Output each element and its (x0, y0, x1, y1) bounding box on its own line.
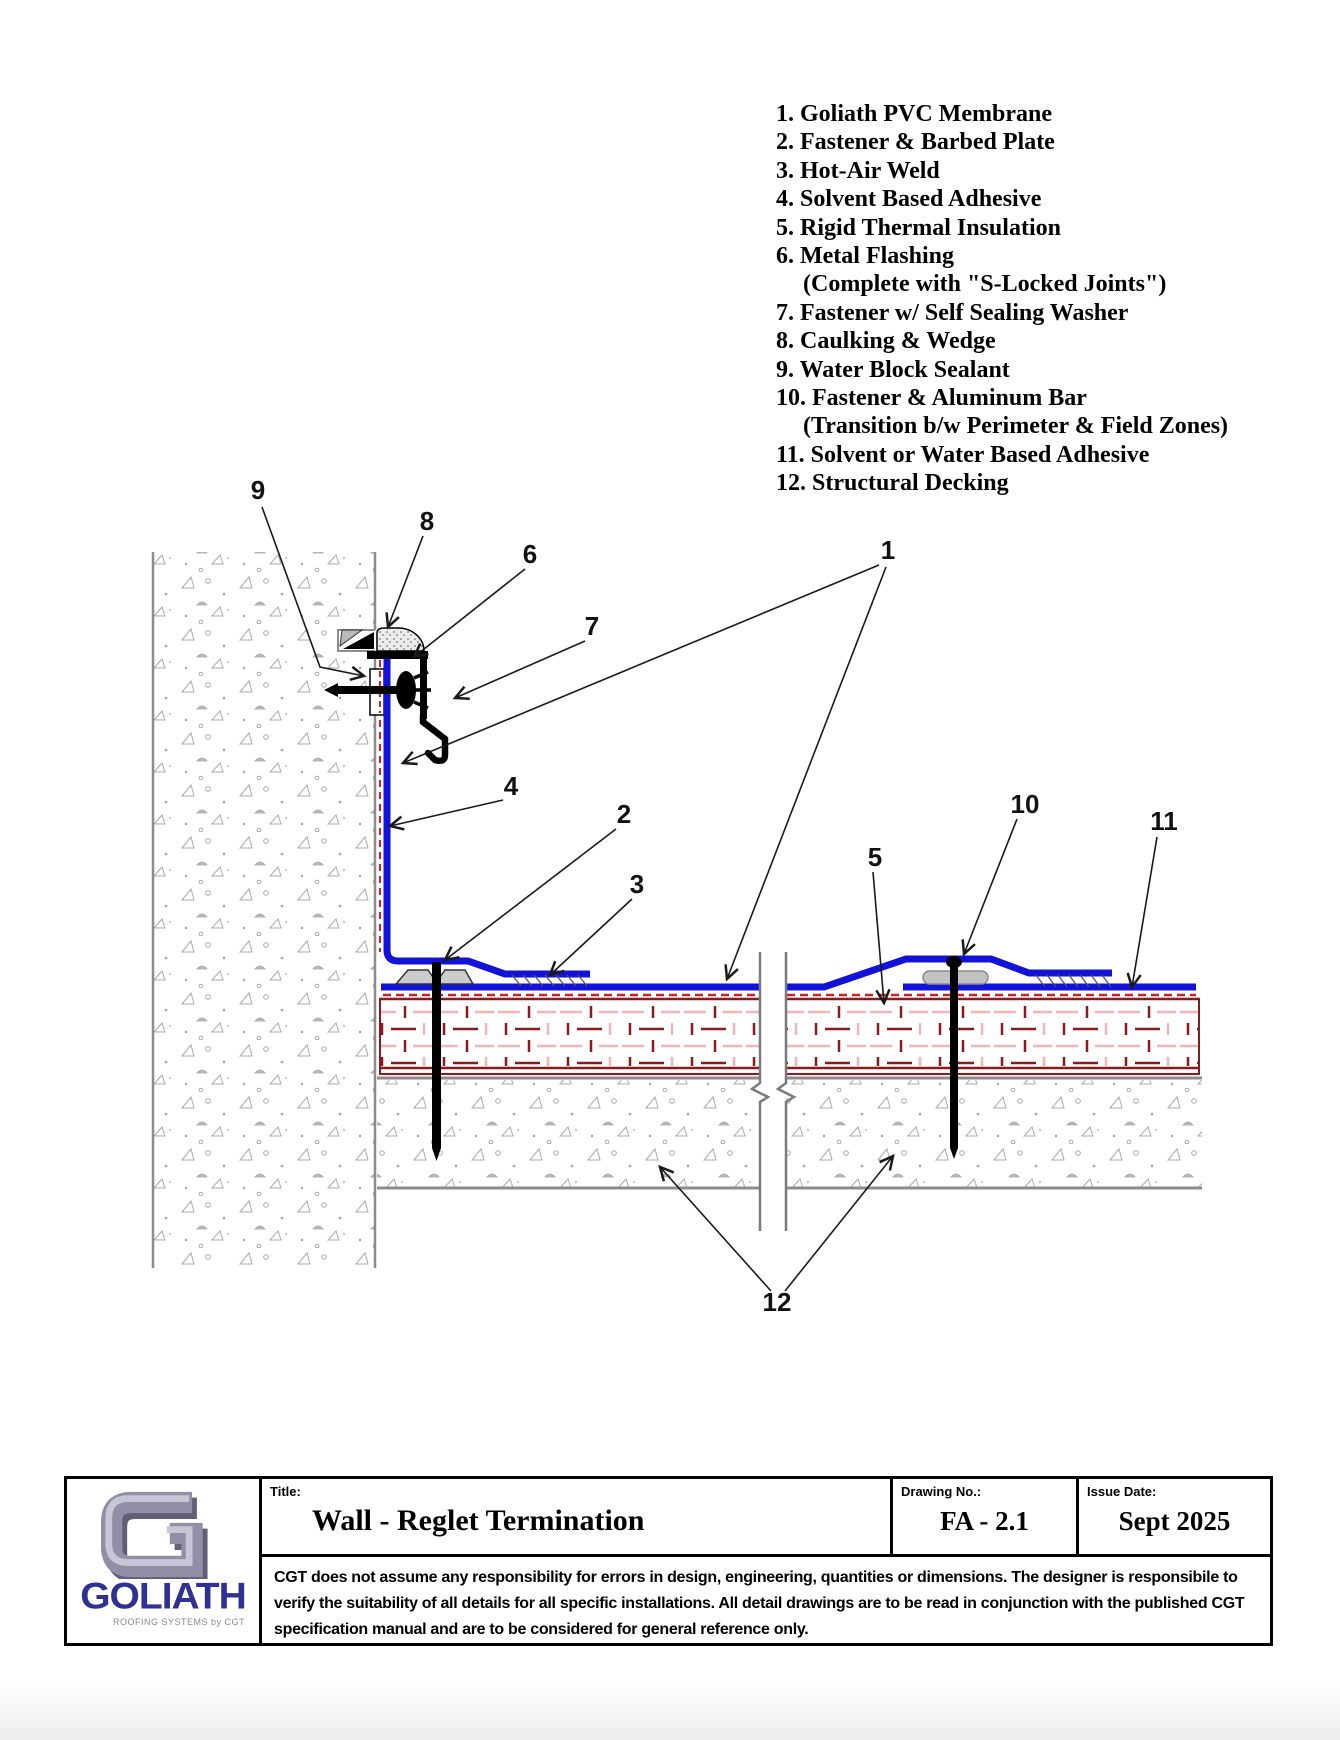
title-block-top-row (262, 1479, 1270, 1557)
leader-5 (873, 872, 884, 1003)
issue-date-label: Issue Date: (1087, 1484, 1157, 1499)
leader-1b (727, 567, 886, 979)
leader-11 (1132, 837, 1157, 987)
legend-item-6: 6. Metal Flashing (776, 243, 954, 270)
leader-10 (964, 819, 1017, 954)
leader-6 (414, 569, 525, 657)
title-block-right (262, 1479, 1270, 1643)
leader-2 (445, 829, 616, 960)
title-block (64, 1476, 1273, 1646)
callout-3: 3 (629, 869, 645, 899)
leader-4 (390, 800, 503, 826)
callout-6: 6 (522, 539, 538, 569)
logo-tagline: ROOFING SYSTEMS by CGT (112, 1617, 245, 1627)
concrete-wall (153, 552, 375, 1268)
legend-item-8: 8. Caulking & Wedge (776, 328, 996, 355)
logo-wordmark: GOLIATH (80, 1576, 246, 1617)
drawing-no-value: FA - 2.1 (940, 1506, 1029, 1536)
callout-2: 2 (616, 799, 632, 829)
callout-7: 7 (584, 611, 600, 641)
legend-item-5: 5. Rigid Thermal Insulation (776, 214, 1061, 241)
callout-11: 11 (1150, 806, 1178, 836)
callout-4: 4 (503, 771, 519, 801)
callout-9: 9 (250, 475, 266, 505)
goliath-logo-mark (88, 1487, 238, 1579)
drawing-no-cell (893, 1479, 1079, 1554)
leader-8 (388, 536, 423, 627)
legend-item-1: 1. Goliath PVC Membrane (776, 101, 1052, 127)
disclaimer-text: CGT does not assume any responsibility for errors in design, engineering, quantities or dimensions. The designer is responsibile to verify the suitability of all details for all specific installations. All detail drawings are to be read in conjunction with the published CGT specification manual and are to be considered for general reference only. (274, 1569, 1245, 1638)
legend-item-7: 7. Fastener w/ Self Sealing Washer (776, 299, 1129, 326)
caulking (377, 628, 424, 651)
callout-5: 5 (867, 842, 883, 872)
legend-item-6-note: (Complete with "S-Locked Joints") (803, 271, 1167, 298)
title-label: Title: (270, 1484, 301, 1499)
legend-item-11: 11. Solvent or Water Based Adhesive (776, 441, 1150, 468)
leader-1a (403, 565, 879, 763)
callout-12: 12 (762, 1287, 792, 1317)
drawing-title: Wall - Reglet Termination (312, 1504, 645, 1537)
title-cell (262, 1479, 893, 1554)
leader-3 (550, 899, 632, 975)
callout-1: 1 (880, 535, 896, 565)
issue-date-cell (1079, 1479, 1270, 1554)
callout-8: 8 (419, 506, 435, 536)
legend-item-3: 3. Hot-Air Weld (776, 157, 940, 184)
legend-item-10: 10. Fastener & Aluminum Bar (776, 385, 1087, 412)
legend-item-2: 2. Fastener & Barbed Plate (776, 129, 1055, 156)
page-bottom-fade (0, 1680, 1340, 1740)
legend-item-4: 4. Solvent Based Adhesive (776, 186, 1042, 213)
legend-item-9: 9. Water Block Sealant (776, 356, 1010, 383)
adhesive-lines (380, 660, 1196, 995)
callout-10: 10 (1010, 789, 1040, 819)
legend-item-10-note: (Transition b/w Perimeter & Field Zones) (803, 413, 1229, 440)
issue-date-value: Sept 2025 (1118, 1506, 1231, 1536)
rigid-insulation (379, 999, 1200, 1074)
legend-item-12: 12. Structural Decking (776, 470, 1009, 497)
drawing-no-label: Drawing No.: (901, 1484, 982, 1499)
logo-cell (67, 1479, 262, 1643)
leader-7 (455, 641, 585, 698)
